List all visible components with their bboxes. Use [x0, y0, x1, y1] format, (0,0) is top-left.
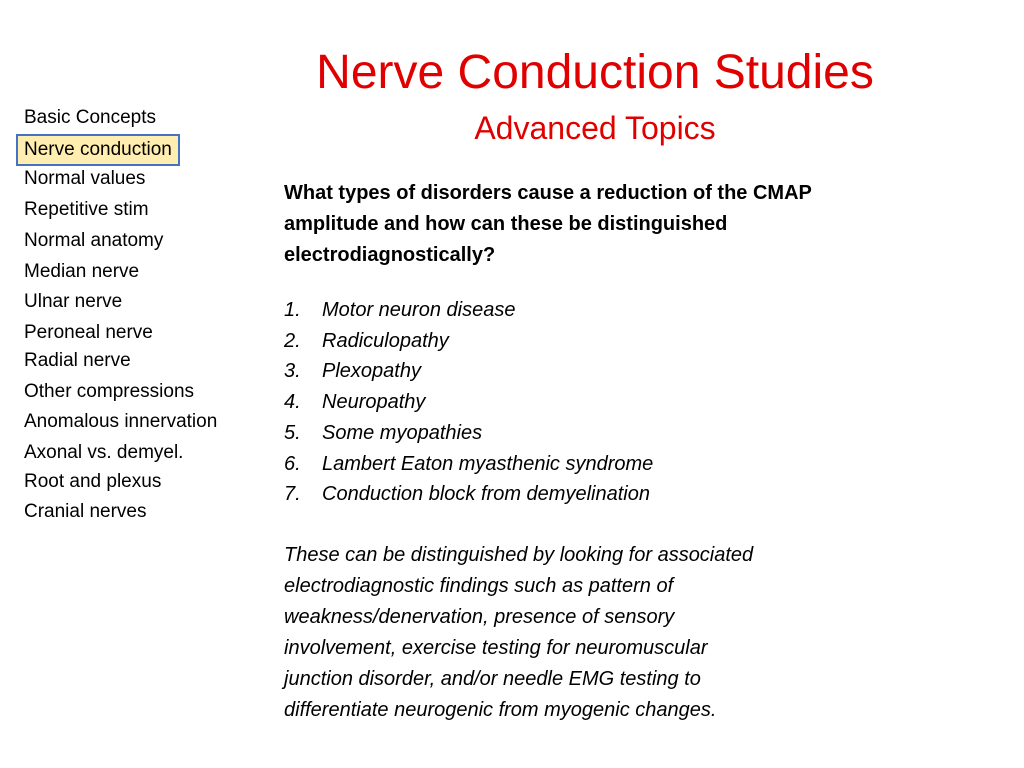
- explanation-line: weakness/denervation, presence of sensory: [284, 606, 675, 628]
- nav-item-root-and-plexus[interactable]: Root and plexus: [24, 471, 162, 492]
- nav-item-cranial-nerves[interactable]: Cranial nerves: [24, 501, 147, 522]
- list-item: [284, 295, 894, 326]
- slide-subtitle: Advanced Topics: [474, 110, 716, 146]
- list-text: Conduction block from demyelination: [322, 483, 650, 506]
- list-text: Neuropathy: [322, 391, 426, 414]
- explanation-line: differentiate neurogenic from myogenic changes.: [284, 699, 717, 721]
- list-item: [284, 479, 894, 510]
- nav-item-normal-anatomy[interactable]: Normal anatomy: [24, 230, 164, 251]
- explanation-line: electrodiagnostic findings such as pattern of: [284, 575, 674, 597]
- list-text: Plexopathy: [322, 360, 421, 383]
- list-item: [284, 418, 894, 449]
- list-item: [284, 356, 894, 387]
- disorder-list: [284, 295, 894, 510]
- nav-item-axonal-vs-demyel[interactable]: Axonal vs. demyel.: [24, 442, 184, 463]
- list-text: Radiculopathy: [322, 329, 449, 352]
- list-number: 5.: [284, 421, 301, 444]
- nav-item-other-compressions[interactable]: Other compressions: [24, 381, 195, 402]
- nav-item-anomalous-innervation[interactable]: Anomalous innervation: [24, 411, 218, 432]
- explanation-line: junction disorder, and/or needle EMG testing to: [284, 668, 701, 690]
- list-item: [284, 387, 894, 418]
- nav-item-nerve-conduction[interactable]: Nerve conduction: [16, 134, 180, 166]
- list-number: 6.: [284, 452, 301, 475]
- nav-item-peroneal-nerve[interactable]: Peroneal nerve: [24, 322, 153, 343]
- explanation-text: [284, 540, 894, 726]
- list-text: Motor neuron disease: [322, 299, 516, 321]
- nav-item-ulnar-nerve[interactable]: Ulnar nerve: [24, 291, 123, 312]
- list-number: 2.: [284, 329, 301, 352]
- slide-title: Nerve Conduction Studies: [316, 46, 874, 99]
- list-number: 1.: [284, 299, 301, 321]
- list-item: [284, 449, 894, 480]
- list-number: 4.: [284, 391, 301, 414]
- question-text: What types of disorders cause a reduction of the CMAP amplitude and how can these be distinguished electrodiagnostically?: [284, 182, 812, 266]
- explanation-line: involvement, exercise testing for neuromuscular: [284, 637, 708, 659]
- nav-item-basic-concepts[interactable]: Basic Concepts: [24, 107, 157, 128]
- nav-item-repetitive-stim[interactable]: Repetitive stim: [24, 199, 149, 220]
- list-item: [284, 326, 894, 357]
- list-number: 7.: [284, 483, 301, 506]
- nav-item-radial-nerve[interactable]: Radial nerve: [24, 350, 131, 371]
- list-number: 3.: [284, 360, 301, 383]
- nav-item-median-nerve[interactable]: Median nerve: [24, 261, 140, 282]
- explanation-line: These can be distinguished by looking for associated: [284, 544, 754, 566]
- nav-item-normal-values[interactable]: Normal values: [24, 168, 146, 189]
- list-text: Some myopathies: [322, 421, 483, 444]
- list-text: Lambert Eaton myasthenic syndrome: [322, 452, 654, 475]
- topic-navigation: [16, 0, 266, 540]
